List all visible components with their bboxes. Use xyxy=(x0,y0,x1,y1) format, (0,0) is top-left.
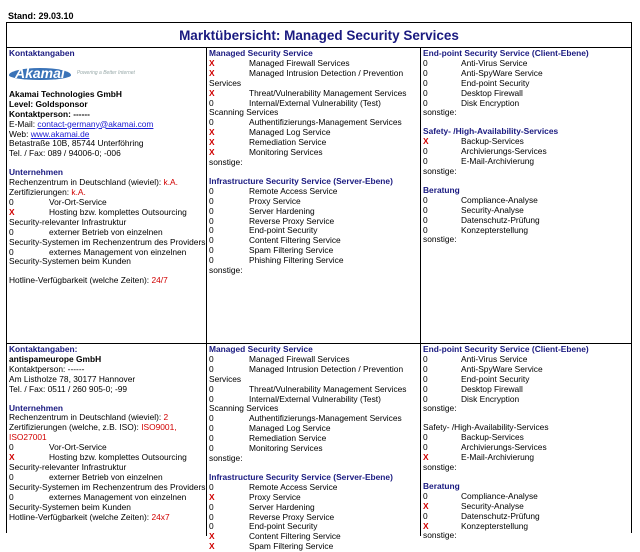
not-offered-mark: 0 xyxy=(9,226,14,237)
service-label: Authentifizierungs-Management Services xyxy=(249,117,402,128)
not-offered-mark: 0 xyxy=(209,195,214,206)
service-label-continued: Services xyxy=(209,373,242,384)
not-offered-mark: 0 xyxy=(209,185,214,196)
service-label: Compliance-Analyse xyxy=(461,194,538,205)
service-label: Reverse Proxy Service xyxy=(249,511,335,522)
not-offered-mark: 0 xyxy=(209,511,214,522)
service-item xyxy=(209,542,418,552)
service-label: Security-Analyse xyxy=(461,204,524,215)
service-label-continued: Scanning Services xyxy=(209,107,279,118)
service-label: Vor-Ort-Service xyxy=(49,442,107,453)
infra-sonstige: sonstige: xyxy=(209,265,243,276)
server-services-column xyxy=(207,344,421,552)
not-offered-mark: 0 xyxy=(209,413,214,424)
not-offered-mark: 0 xyxy=(423,442,428,453)
managed-list xyxy=(209,355,418,454)
not-offered-mark: 0 xyxy=(423,214,428,225)
not-offered-mark: 0 xyxy=(209,245,214,256)
not-offered-mark: 0 xyxy=(209,117,214,128)
safety-list xyxy=(423,433,629,463)
not-offered-mark: 0 xyxy=(423,510,428,521)
service-label: Authentifizierungs-Management Services xyxy=(249,413,402,424)
not-offered-mark: 0 xyxy=(209,393,214,404)
service-label: Monitoring Services xyxy=(249,147,323,158)
hotline-value: 24x7 xyxy=(151,511,170,522)
client-services-column xyxy=(421,344,631,541)
document-date: Stand: 29.03.10 xyxy=(8,11,74,21)
service-label: Anti-Virus Service xyxy=(461,353,528,364)
certs-label: Zertifizierungen (welche, z.B. ISO): xyxy=(9,422,142,433)
service-item xyxy=(423,216,629,226)
not-offered-mark: 0 xyxy=(209,97,214,108)
not-offered-mark: 0 xyxy=(209,443,214,454)
logo-wordmark: Akamai xyxy=(9,68,71,80)
service-label: Managed Log Service xyxy=(249,127,331,138)
not-offered-mark: 0 xyxy=(423,77,428,88)
offered-mark: X xyxy=(423,520,429,531)
safety-heading: Safety- /High-Availability-Services xyxy=(423,422,549,433)
service-label: Remote Access Service xyxy=(249,185,338,196)
datacenter-label: Rechenzentrum in Deutschland (wieviel): xyxy=(9,412,164,423)
address: Betastraße 10B, 85744 Unterföhring xyxy=(9,138,144,149)
service-label: Security-Analyse xyxy=(461,500,524,511)
service-item xyxy=(209,483,418,493)
vendor-row xyxy=(7,344,631,552)
company-heading: Unternehmen xyxy=(9,167,63,178)
service-label: Reverse Proxy Service xyxy=(249,215,335,226)
offered-mark: X xyxy=(9,206,15,217)
service-label: Compliance-Analyse xyxy=(461,490,538,501)
offered-mark: X xyxy=(209,147,215,158)
not-offered-mark: 0 xyxy=(423,87,428,98)
service-label: Anti-Virus Service xyxy=(461,57,528,68)
email-label: E-Mail: xyxy=(9,118,38,129)
service-label: Content Filtering Service xyxy=(249,235,341,246)
contact-person: Kontaktperson: ------ xyxy=(9,363,85,374)
not-offered-mark: 0 xyxy=(423,490,428,501)
not-offered-mark: 0 xyxy=(209,215,214,226)
not-offered-mark: 0 xyxy=(209,205,214,216)
not-offered-mark: 0 xyxy=(423,204,428,215)
service-label: externes Management von einzelnen xyxy=(49,246,187,257)
beratung-sonstige: sonstige: xyxy=(423,234,457,245)
service-label-continued: Security-Systemen beim Kunden xyxy=(9,501,131,512)
not-offered-mark: 0 xyxy=(9,196,14,207)
not-offered-mark: 0 xyxy=(209,501,214,512)
service-label: Threat/Vulnerability Management Services xyxy=(249,87,407,98)
service-label: Managed Log Service xyxy=(249,423,331,434)
safety-sonstige: sonstige: xyxy=(423,461,457,472)
not-offered-mark: 0 xyxy=(209,353,214,364)
not-offered-mark: 0 xyxy=(423,156,428,167)
safety-sonstige: sonstige: xyxy=(423,165,457,176)
certs-value: ISO9001, ISO27001 xyxy=(9,422,177,443)
not-offered-mark: 0 xyxy=(423,224,428,235)
address: Am Listholze 78, 30177 Hannover xyxy=(9,373,136,384)
service-label: Remediation Service xyxy=(249,433,327,444)
endpoint-sonstige: sonstige: xyxy=(423,403,457,414)
service-label: Server Hardening xyxy=(249,205,315,216)
service-item xyxy=(209,207,418,217)
service-label: Managed Firewall Services xyxy=(249,353,350,364)
offered-mark: X xyxy=(423,452,429,463)
infra-list xyxy=(209,187,418,266)
not-offered-mark: 0 xyxy=(9,442,14,453)
not-offered-mark: 0 xyxy=(9,491,14,502)
table-title: Marktübersicht: Managed Security Services xyxy=(7,23,631,48)
sponsor-level: Level: Goldsponsor xyxy=(9,98,88,109)
service-label: Disk Encryption xyxy=(461,97,520,108)
service-label: Archivierungs-Services xyxy=(461,442,547,453)
client-services-column xyxy=(421,48,631,343)
contact-heading: Kontaktangaben: xyxy=(9,344,78,354)
service-item xyxy=(423,385,629,395)
offered-mark: X xyxy=(209,127,215,138)
service-label-continued: Security-relevanter Infrastruktur xyxy=(9,461,127,472)
service-label: Archivierungs-Services xyxy=(461,146,547,157)
service-label: Managed Intrusion Detection / Prevention xyxy=(249,363,404,374)
service-label: Konzepterstellung xyxy=(461,520,529,531)
endpoint-list xyxy=(423,59,629,109)
offered-mark: X xyxy=(209,87,215,98)
infra-heading: Infrastructure Security Service (Server-Ebene) xyxy=(209,471,393,482)
service-label: Hosting bzw. komplettes Outsourcing xyxy=(49,206,187,217)
certs-line xyxy=(9,423,204,443)
not-offered-mark: 0 xyxy=(209,521,214,532)
infra-heading: Infrastructure Security Service (Server-Ebene) xyxy=(209,175,393,186)
beratung-sonstige: sonstige: xyxy=(423,530,457,541)
endpoint-heading: End-point Security Service (Client-Ebene) xyxy=(423,344,589,354)
datacenter-label: Rechenzentrum in Deutschland (wieviel): xyxy=(9,177,164,188)
offered-mark: X xyxy=(423,136,429,147)
offered-mark: X xyxy=(209,137,215,148)
service-types xyxy=(9,198,204,267)
service-item xyxy=(423,375,629,385)
certs-value: k.A. xyxy=(71,187,86,198)
contact-column xyxy=(7,344,207,536)
contact-heading: Kontaktangaben xyxy=(9,48,75,58)
email-link[interactable]: contact-germany@akamai.com xyxy=(37,118,154,129)
beratung-list xyxy=(423,196,629,236)
service-label-continued: Security-Systemen beim Kunden xyxy=(9,256,131,267)
service-label: Desktop Firewall xyxy=(461,87,523,98)
certs-label: Zertifizierungen: xyxy=(9,187,72,198)
service-label-continued: Services xyxy=(209,77,242,88)
offered-mark: X xyxy=(209,67,215,78)
service-label: Content Filtering Service xyxy=(249,531,341,542)
managed-list xyxy=(209,59,418,158)
safety-list xyxy=(423,137,629,167)
service-label: Managed Firewall Services xyxy=(249,57,350,68)
service-label: Proxy Service xyxy=(249,195,301,206)
service-label: Phishing Filtering Service xyxy=(249,255,344,266)
service-label: Monitoring Services xyxy=(249,443,323,454)
web-label: Web: xyxy=(9,128,31,139)
service-label: Internal/External Vulnerability (Test) xyxy=(249,97,381,108)
infra-list xyxy=(209,483,418,552)
service-item xyxy=(423,196,629,206)
not-offered-mark: 0 xyxy=(209,255,214,266)
not-offered-mark: 0 xyxy=(423,353,428,364)
hotline-line xyxy=(9,513,204,523)
beratung-heading: Beratung xyxy=(423,184,460,195)
service-item xyxy=(423,79,629,89)
not-offered-mark: 0 xyxy=(209,363,214,374)
web-link[interactable]: www.akamai.de xyxy=(30,128,90,139)
service-label: externer Betrieb von einzelnen xyxy=(49,471,163,482)
vendor-row xyxy=(7,48,631,344)
service-label: Desktop Firewall xyxy=(461,383,523,394)
endpoint-sonstige: sonstige: xyxy=(423,107,457,118)
offered-mark: X xyxy=(209,541,215,552)
logo-tagline: Powering a Better Internet xyxy=(76,69,135,76)
hotline-label: Hotline-Verfügbarkeit (welche Zeiten): xyxy=(9,511,152,522)
service-label: E-Mail-Archivierung xyxy=(461,452,535,463)
hotline-line xyxy=(9,276,204,286)
service-label: Anti-SpyWare Service xyxy=(461,363,543,374)
not-offered-mark: 0 xyxy=(423,393,428,404)
service-label: Proxy Service xyxy=(249,491,301,502)
company-name: antispameurope GmbH xyxy=(9,353,102,364)
managed-heading: Managed Security Service xyxy=(209,48,313,58)
service-label: End-point Security xyxy=(249,521,318,532)
service-label: End-point Security xyxy=(249,225,318,236)
service-label: Threat/Vulnerability Management Services xyxy=(249,383,407,394)
not-offered-mark: 0 xyxy=(423,67,428,78)
service-types xyxy=(9,443,204,512)
not-offered-mark: 0 xyxy=(9,471,14,482)
hotline-value: 24/7 xyxy=(151,275,168,286)
service-label: externer Betrieb von einzelnen xyxy=(49,226,163,237)
not-offered-mark: 0 xyxy=(423,383,428,394)
service-item xyxy=(209,503,418,513)
not-offered-mark: 0 xyxy=(209,433,214,444)
company-heading: Unternehmen xyxy=(9,402,63,413)
service-label: Konzepterstellung xyxy=(461,224,529,235)
service-label: externes Management von einzelnen xyxy=(49,491,187,502)
service-label-continued: Security-Systemen im Rechenzentrum des Providers xyxy=(9,236,206,247)
service-label: Spam Filtering Service xyxy=(249,245,334,256)
phone-fax: Tel. / Fax: 0511 / 260 905-0; -99 xyxy=(9,383,128,394)
not-offered-mark: 0 xyxy=(423,146,428,157)
not-offered-mark: 0 xyxy=(209,481,214,492)
offered-mark: X xyxy=(9,452,15,463)
service-label: Remote Access Service xyxy=(249,481,338,492)
managed-sonstige: sonstige: xyxy=(209,156,243,167)
not-offered-mark: 0 xyxy=(209,235,214,246)
not-offered-mark: 0 xyxy=(9,246,14,257)
datacenter-value: 2 xyxy=(163,412,169,423)
offered-mark: X xyxy=(209,57,215,68)
service-label: Hosting bzw. komplettes Outsourcing xyxy=(49,452,187,463)
managed-heading: Managed Security Service xyxy=(209,344,313,354)
not-offered-mark: 0 xyxy=(423,363,428,374)
service-label-continued: Security-relevanter Infrastruktur xyxy=(9,216,127,227)
service-label: Server Hardening xyxy=(249,501,315,512)
service-label: Remediation Service xyxy=(249,137,327,148)
service-label: Disk Encryption xyxy=(461,393,520,404)
service-label: Anti-SpyWare Service xyxy=(461,67,543,78)
service-label: E-Mail-Archivierung xyxy=(461,156,535,167)
beratung-list xyxy=(423,492,629,532)
not-offered-mark: 0 xyxy=(423,194,428,205)
service-label: Datenschutz-Prüfung xyxy=(461,214,540,225)
hotline-label: Hotline-Verfügbarkeit (welche Zeiten): xyxy=(9,275,152,286)
not-offered-mark: 0 xyxy=(423,432,428,443)
service-label: Spam Filtering Service xyxy=(249,541,334,552)
service-label: End-point Security xyxy=(461,77,530,88)
service-label: Backup-Services xyxy=(461,136,524,147)
datacenter-value: k.A. xyxy=(163,177,178,188)
not-offered-mark: 0 xyxy=(209,225,214,236)
offered-mark: X xyxy=(423,500,429,511)
offered-mark: X xyxy=(209,491,215,502)
beratung-heading: Beratung xyxy=(423,480,460,491)
service-label: Internal/External Vulnerability (Test) xyxy=(249,393,381,404)
server-services-column xyxy=(207,48,421,343)
not-offered-mark: 0 xyxy=(209,423,214,434)
not-offered-mark: 0 xyxy=(423,57,428,68)
service-item xyxy=(423,492,629,502)
not-offered-mark: 0 xyxy=(423,97,428,108)
service-item xyxy=(423,512,629,522)
company-name: Akamai Technologies GmbH xyxy=(9,88,122,99)
service-label: End-point Security xyxy=(461,373,530,384)
service-label: Datenschutz-Prüfung xyxy=(461,510,540,521)
not-offered-mark: 0 xyxy=(423,373,428,384)
service-label: Managed Intrusion Detection / Prevention xyxy=(249,67,404,78)
service-label-continued: Scanning Services xyxy=(209,403,279,414)
market-overview-table xyxy=(6,22,632,552)
managed-sonstige: sonstige: xyxy=(209,452,243,463)
phone-fax: Tel. / Fax: 089 / 94006-0; -006 xyxy=(9,148,121,159)
service-label: Vor-Ort-Service xyxy=(49,196,107,207)
service-label-continued: Security-Systemen im Rechenzentrum des Providers xyxy=(9,481,206,492)
service-label: Backup-Services xyxy=(461,432,524,443)
not-offered-mark: 0 xyxy=(209,383,214,394)
endpoint-list xyxy=(423,355,629,405)
contact-person: Kontaktperson: ------ xyxy=(9,108,90,119)
contact-column xyxy=(7,48,207,343)
safety-heading: Safety- /High-Availability-Services xyxy=(423,126,559,137)
akamai-logo xyxy=(9,61,204,87)
endpoint-heading: End-point Security Service (Client-Ebene) xyxy=(423,48,589,58)
offered-mark: X xyxy=(209,531,215,542)
service-item xyxy=(423,89,629,99)
service-item xyxy=(209,187,418,197)
